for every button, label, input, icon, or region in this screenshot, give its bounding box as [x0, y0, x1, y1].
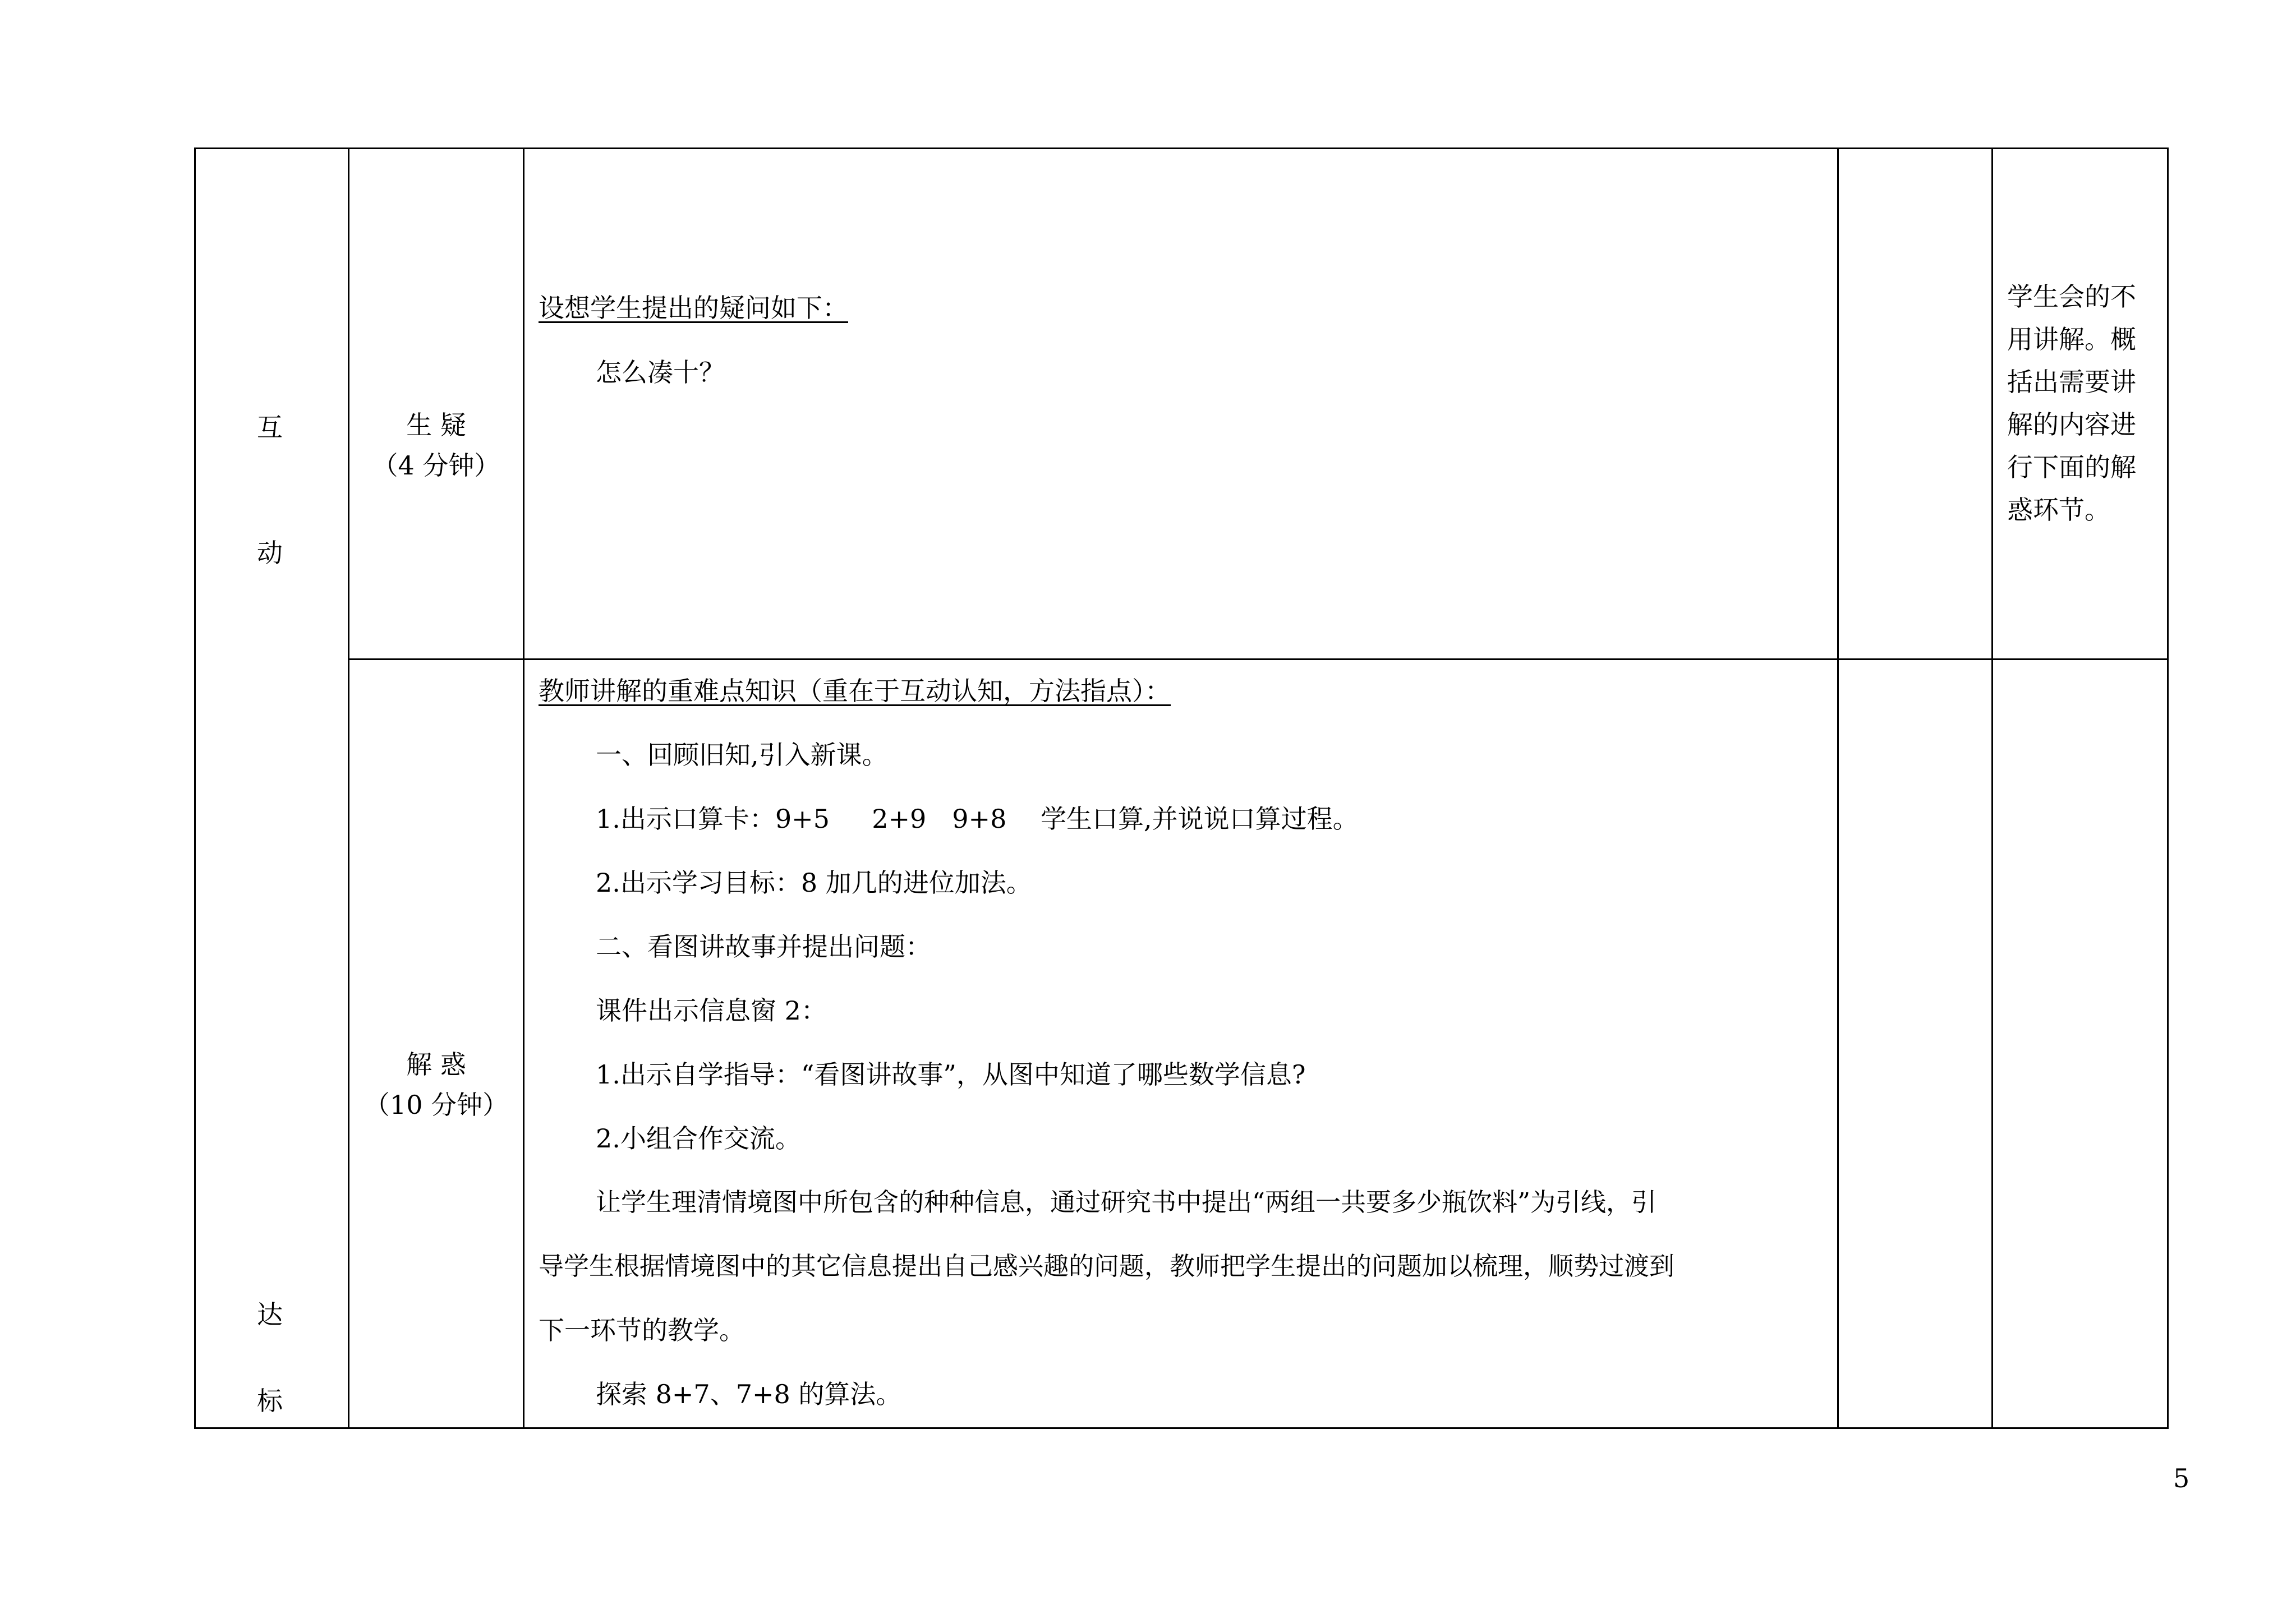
- note-line: 学生会的不: [2007, 282, 2136, 312]
- content-line: 1.出示自学指导：“看图讲故事”，从图中知道了哪些数学信息?: [596, 1059, 1306, 1090]
- column-divider: [1837, 147, 1839, 1429]
- phase-duration: （4 分钟）: [372, 450, 500, 481]
- lesson-plan-table: [194, 147, 2169, 1429]
- content-line: 2.小组合作交流。: [596, 1123, 801, 1154]
- content-heading: 设想学生提出的疑问如下：: [539, 293, 848, 323]
- note-line: 惑环节。: [2007, 495, 2110, 525]
- note-line: 括出需要讲: [2007, 367, 2136, 397]
- content-line: 二、看图讲故事并提出问题：: [596, 932, 931, 962]
- content-line: 让学生理清情境图中所包含的种种信息，通过研究书中提出“两组一共要多少瓶饮料”为引线，引: [596, 1187, 1657, 1217]
- stage-char: 动: [257, 538, 283, 568]
- table-border-top: [194, 147, 2169, 149]
- phase-name: 解 惑: [406, 1049, 466, 1080]
- column-divider: [1991, 147, 1993, 1429]
- column-divider: [523, 147, 524, 1429]
- note-line: 用讲解。概: [2007, 324, 2136, 354]
- table-border-right: [2167, 147, 2169, 1429]
- content-line: 探索 8+7、7+8 的算法。: [596, 1379, 902, 1409]
- content-line: 一、回顾旧知,引入新课。: [596, 740, 888, 770]
- phase-name: 生 疑: [406, 410, 466, 440]
- content-heading: 教师讲解的重难点知识（重在于互动认知，方法指点）：: [539, 676, 1171, 706]
- column-divider: [348, 147, 349, 1429]
- content-line: 怎么凑十？: [596, 357, 725, 388]
- table-border-left: [194, 147, 196, 1429]
- stage-char: 互: [257, 412, 283, 442]
- note-line: 解的内容进: [2007, 409, 2136, 440]
- content-line: 导学生根据情境图中的其它信息提出自己感兴趣的问题，教师把学生提出的问题加以梳理，顺势过渡到: [539, 1251, 1675, 1281]
- page-number: 5: [2173, 1463, 2190, 1493]
- content-line: 2.出示学习目标：8 加几的进位加法。: [596, 868, 1032, 898]
- content-line: 1.出示口算卡：9+5 2+9 9+8 学生口算,并说说口算过程。: [596, 804, 1359, 834]
- note-line: 行下面的解: [2007, 452, 2136, 482]
- content-line: 下一环节的教学。: [539, 1315, 745, 1345]
- table-border-bottom: [194, 1427, 2169, 1429]
- phase-duration: （10 分钟）: [364, 1090, 509, 1120]
- content-line: 课件出示信息窗 2：: [596, 995, 827, 1026]
- row-divider: [348, 658, 2169, 660]
- stage-char: 达: [257, 1299, 283, 1330]
- stage-char: 标: [257, 1386, 283, 1416]
